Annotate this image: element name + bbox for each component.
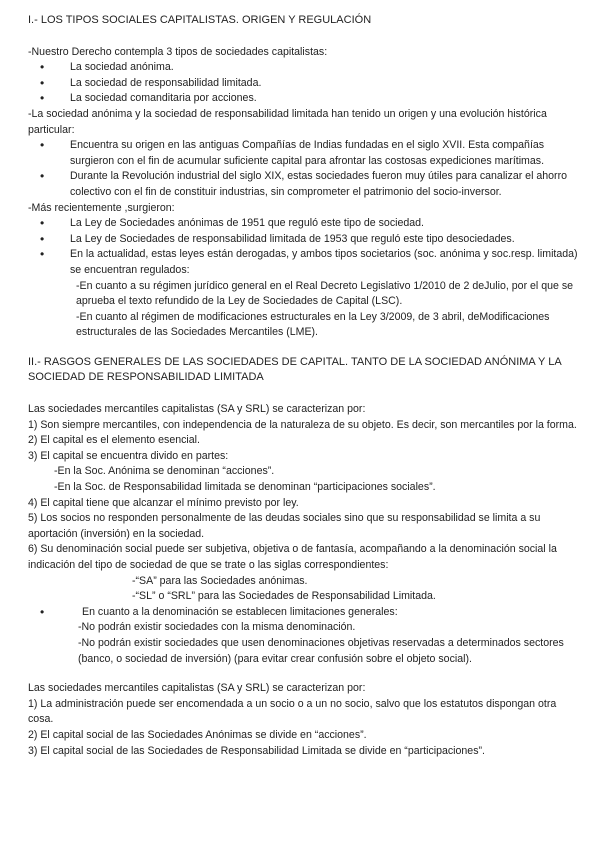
- feature-6-sub: -“SA” para las Sociedades anónimas.: [132, 574, 308, 587]
- section2-intro-2: Las sociedades mercantiles capitalistas (SA y SRL) se caracterizan por:: [28, 682, 366, 695]
- section2-intro: Las sociedades mercantiles capitalistas (SA y SRL) se caracterizan por:: [28, 403, 366, 416]
- list-item: • En cuanto a la denominación se establecen limitaciones generales:: [28, 605, 578, 621]
- section1-title: I.- LOS TIPOS SOCIALES CAPITALISTAS. ORIGEN Y REGULACIÓN: [28, 14, 372, 26]
- trait-2: 2) El capital social de las Sociedades Anónimas se divide en “acciones”.: [28, 728, 367, 741]
- trait-3: 3) El capital social de las Sociedades de Responsabilidad Limitada se divide en “participaciones”.: [28, 744, 485, 757]
- section1-intro: -Nuestro Derecho contempla 3 tipos de sociedades capitalistas:: [28, 45, 328, 58]
- regulation-line: -En cuanto al régimen de modificaciones estructurales en la Ley 3/2009, de 3 abril, deModificaciones estructurales de las Sociedades Mercantiles (LME).: [76, 310, 550, 339]
- trait-1: 1) La administración puede ser encomendada a un socio o a un no socio, salvo que los estatutos dispongan otra cosa.: [28, 697, 557, 726]
- feature-5: 5) Los socios no responden personalmente de las deudas sociales sino que su responsabilidad se limita a su aportación (inversión) en la sociedad.: [28, 512, 541, 540]
- feature-1: 1) Son siempre mercantiles, con independencia de la naturaleza de su objeto. Es decir, son mercantiles por la forma.: [28, 418, 577, 431]
- regulation-line: -En cuanto a su régimen jurídico general en el Real Decreto Legislativo 1/2010 de 2 deJulio, por el que se aprueba el texto refundido de la Ley de Sociedades de Capital (LSC).: [76, 279, 574, 308]
- origin-list: [28, 138, 578, 200]
- section2-title: II.- RASGOS GENERALES DE LAS SOCIEDADES DE CAPITAL. TANTO DE LA SOCIEDAD ANÓNIMA Y LA SOCIEDAD DE RESPONSABILIDAD LIMITADA: [28, 355, 562, 384]
- list-item: • Durante la Revolución industrial del siglo XIX, estas sociedades fueron muy útiles para canalizar el ahorro colectivo con el fin de constituir industrias, sin comprometer el patrimonio del socio-inversor.: [28, 169, 578, 200]
- denomination-sub: -No podrán existir sociedades que usen denominaciones objetivas reservadas a determinados sectores (banco, o sociedad de inversión) (para evitar crear confusión sobre el objeto social).: [78, 636, 564, 665]
- feature-3: 3) El capital se encuentra divido en partes:: [28, 449, 229, 462]
- list-item: • La sociedad de responsabilidad limitada.: [28, 76, 578, 92]
- capital-types-list: [28, 60, 578, 107]
- feature-2: 2) El capital es el elemento esencial.: [28, 434, 200, 447]
- list-item: • La sociedad comanditaria por acciones.: [28, 91, 578, 107]
- feature-3-sub: -En la Soc. Anónima se denominan “acciones”.: [54, 465, 275, 478]
- list-item: • Encuentra su origen en las antiguas Compañías de Indias fundadas en el siglo XVII. Esta compañías surgieron con el fin de acumular suficiente capital para afrontar las costosas expediciones marítimas.: [28, 138, 578, 169]
- list-item: • La Ley de Sociedades de responsabilidad limitada de 1953 que reguló este tipo desociedades.: [28, 232, 578, 248]
- recent-list: [28, 216, 578, 278]
- denomination-list: [28, 605, 578, 621]
- feature-6-sub: -“SL” o “SRL” para las Sociedades de Responsabilidad Limitada.: [132, 590, 436, 603]
- feature-3-sub: -En la Soc. de Responsabilidad limitada se denominan “participaciones sociales”.: [54, 481, 436, 494]
- origin-intro: -La sociedad anónima y la sociedad de responsabilidad limitada han tenido un origen y una evolución histórica particular:: [28, 107, 547, 136]
- feature-6: 6) Su denominación social puede ser subjetiva, objetiva o de fantasía, acompañando a la denominación social la indicación del tipo de sociedad de que se trate o las siglas correspondientes:: [28, 543, 557, 571]
- list-item: • La Ley de Sociedades anónimas de 1951 que reguló este tipo de sociedad.: [28, 216, 578, 232]
- denomination-sub: -No podrán existir sociedades con la misma denominación.: [78, 621, 356, 634]
- list-item: • En la actualidad, estas leyes están derogadas, y ambos tipos societarios (soc. anónima y soc.resp. limitada) se encuentran regulados:: [28, 247, 578, 278]
- feature-4: 4) El capital tiene que alcanzar el mínimo previsto por ley.: [28, 496, 299, 509]
- list-item: • La sociedad anónima.: [28, 60, 578, 76]
- recent-intro: -Más recientemente ,surgieron:: [28, 201, 175, 214]
